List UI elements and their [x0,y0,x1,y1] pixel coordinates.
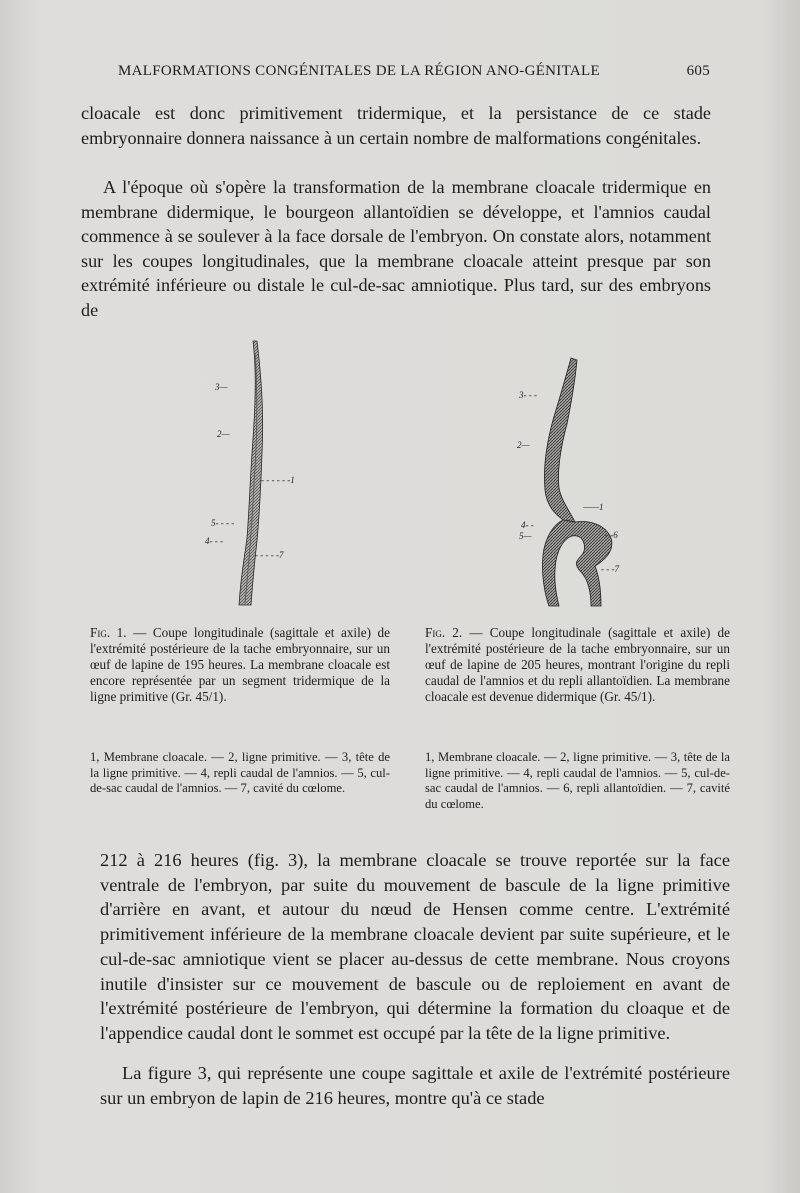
figure-2-caption [425,625,730,705]
fig1-mark-5: 5- - - - [211,518,235,528]
paragraph-1: cloacale est donc primitivement tridermique, et la persistance de ce stade embryonnaire donnera naissance à un certain nombre de malformations congénitales. [81,103,711,148]
paragraph-3: 212 à 216 heures (fig. 3), la membrane cloacale se trouve reportée sur la face ventrale de l'embryon, par suite du mouvement de bascule de la ligne primitive d'arrière en avant, et autour du nœud de Hensen comme centre. L'extrémité primitivement inférieure de la membrane cloacale devient par suite supérieure, et le cul-de-sac amniotique vient se placer au-dessus de cette membrane. Nous croyons inutile d'insister sur ce mouvement de bascule ou de reploiement en avant de l'extrémité postérieure de l'embryon, qui détermine la formation du cloaque et de l'appendice caudal dont le sommet est occupé par la tête de la ligne primitive. [100,850,730,1043]
fig2-mark-4: 4- - [521,520,534,530]
fig1-mark-7: - - - - -7 [255,550,284,560]
fig1-mark-1: - - - - - -1 [261,475,295,485]
figure-1-caption-text: — Coupe longitudinale (sagittale et axile) de l'extrémité postérieure de la tache embryonnaire, sur un œuf de lapine de 195 heures. La membrane cloacale est encore représentée par un segment tridermique de la ligne primitive (Gr. 45/1). [90,625,390,704]
running-head [118,63,710,80]
fig1-tissue-strand [239,341,263,605]
figure-2-caption-text: — Coupe longitudinale (sagittale et axile) de l'extrémité postérieure de la tache embryonnaire, sur un œuf de lapine de 205 heures, montrant l'origine du repli caudal de l'amnios et du repli allantoïdien. La membrane cloacale est devenue didermique (Gr. 45/1). [425,625,730,704]
figure-2-legend: 1, Membrane cloacale. — 2, ligne primitive. — 3, tête de la ligne primitive. — 4, repli caudal de l'amnios. — 5, cul-de-sac caudal de l'amnios. — 6, repli allantoïdien. — 7, cavité du cœlome. [425,750,730,811]
figure-2-illustration [505,350,655,612]
fig2-upper-strand [544,358,577,522]
fig2-mark-1: ——1 [583,502,604,512]
running-head-title: MALFORMATIONS CONGÉNITALES DE LA RÉGION ANO-GÉNITALE [118,63,600,79]
page-number: 605 [686,63,710,79]
fig1-mark-2: 2— [217,429,230,439]
fig1-mark-3: 3— [215,382,228,392]
figure-1-caption [90,625,390,705]
fig2-mark-6: - -6 [605,530,618,540]
figure-2-label: Fig. 2. [425,625,463,640]
fig2-mark-3: 3- - - [519,390,537,400]
figure-1-label: Fig. 1. [90,625,127,640]
paragraph-4: La figure 3, qui représente une coupe sagittale et axile de l'extrémité postérieure sur un embryon de lapin de 216 heures, montre qu'à ce stade [100,1063,730,1108]
fig2-mark-5: 5— [519,531,532,541]
fig2-mark-2: 2— [517,440,530,450]
figure-1-legend: 1, Membrane cloacale. — 2, ligne primitive. — 3, tête de la ligne primitive. — 4, repli caudal de l'amnios. — 5, cul-de-sac caudal de l'amnios. — 7, cavité du cœlome. [90,750,390,795]
figure-1-illustration [195,333,305,611]
fig2-mark-7: - - -7 [601,564,619,574]
fig1-mark-4: 4- - - [205,536,223,546]
paragraph-2: A l'époque où s'opère la transformation de la membrane cloacale tridermique en membrane didermique, le bourgeon allantoïdien se développe, et l'amnios caudal commence à se soulever à la face dorsale de l'embryon. On constate alors, notamment sur les coupes longitudinales, que la membrane cloacale atteint presque par son extrémité inférieure ou distale le cul-de-sac amniotique. Plus tard, sur des embryons de [81,177,711,320]
fig2-lower-fold [542,520,611,606]
